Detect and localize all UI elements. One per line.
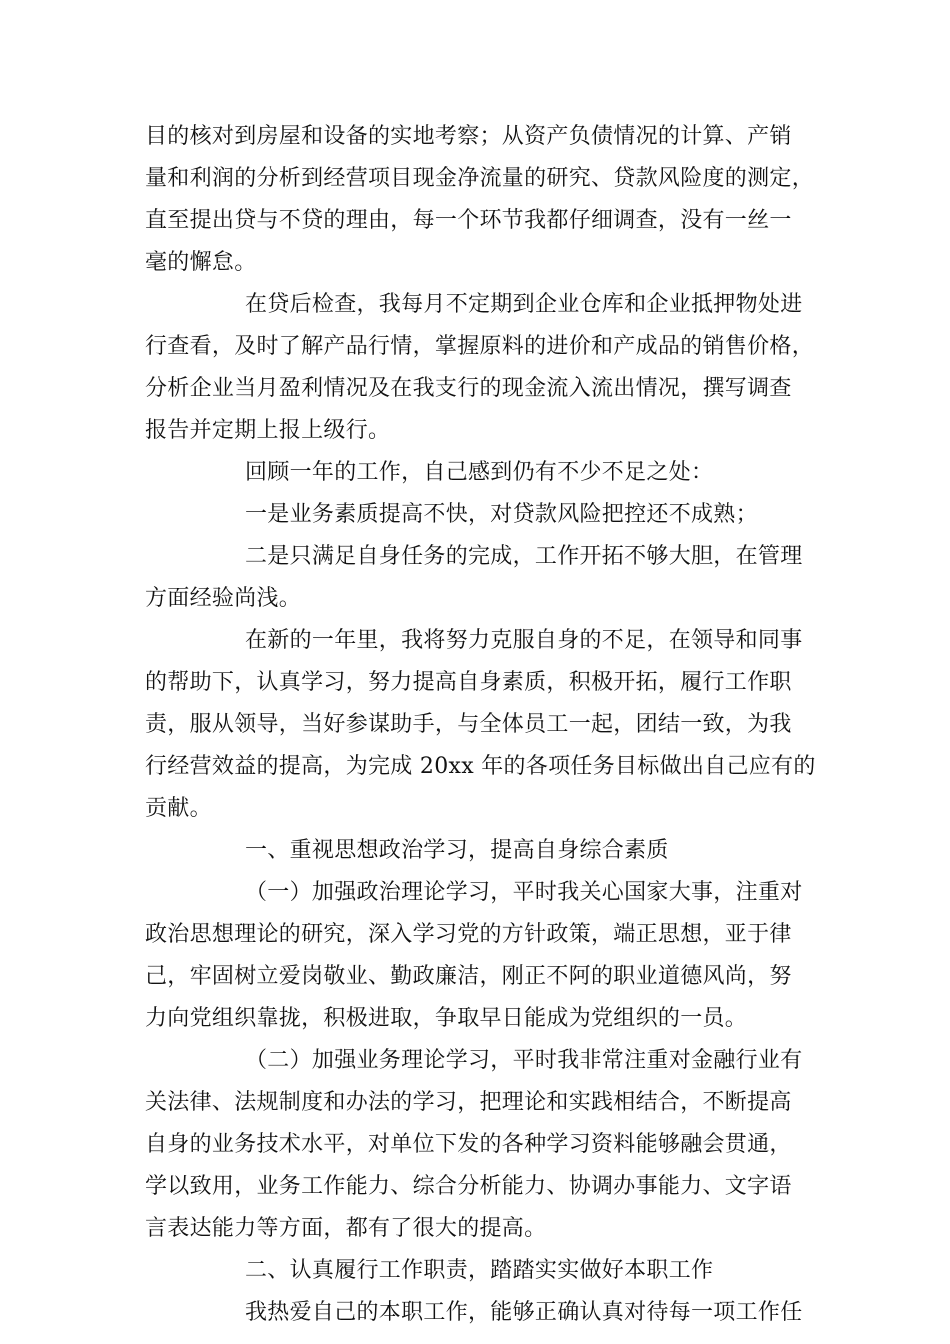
text-line: 贡献。 xyxy=(145,796,212,821)
text-line: 一是业务素质提高不快，对贷款风险把控还不成熟； xyxy=(245,502,758,527)
text-line: 报告并定期上报上级行。 xyxy=(145,418,391,443)
text-line: 力向党组织靠拢，积极进取，争取早日能成为党组织的一员。 xyxy=(145,1006,748,1031)
text-line: 方面经验尚浅。 xyxy=(145,586,302,611)
text-line: 行查看，及时了解产品行情，掌握原料的进价和产成品的销售价格， xyxy=(145,334,815,359)
text-line: 回顾一年的工作，自己感到仍有不少不足之处： xyxy=(245,460,714,485)
text-line: 在新的一年里，我将努力克服自身的不足，在领导和同事 xyxy=(245,628,803,653)
text-line: 言表达能力等方面，都有了很大的提高。 xyxy=(145,1216,547,1241)
text-line: 关法律、法规制度和办法的学习，把理论和实践相结合，不断提高 xyxy=(145,1090,792,1115)
text-line: 在贷后检查，我每月不定期到企业仓库和企业抵押物处进 xyxy=(245,292,803,317)
text-line: 行经营效益的提高，为完成 20xx 年的各项任务目标做出自己应有的 xyxy=(145,754,816,779)
text-line: 毫的懈怠。 xyxy=(145,250,257,275)
subsection-line: （一）加强政治理论学习，平时我关心国家大事，注重对 xyxy=(245,880,803,905)
section-heading: 一、重视思想政治学习，提高自身综合素质 xyxy=(245,838,669,863)
text-line: 直至提出贷与不贷的理由，每一个环节我都仔细调查，没有一丝一 xyxy=(145,208,792,233)
text-line: 责，服从领导，当好参谋助手，与全体员工一起，团结一致，为我 xyxy=(145,712,792,737)
text-line: 量和利润的分析到经营项目现金净流量的研究、贷款风险度的测定， xyxy=(145,166,815,191)
text-line: 的帮助下，认真学习，努力提高自身素质，积极开拓，履行工作职 xyxy=(145,670,792,695)
text-line: 自身的业务技术水平，对单位下发的各种学习资料能够融会贯通， xyxy=(145,1132,792,1157)
text-line: 目的核对到房屋和设备的实地考察；从资产负债情况的计算、产销 xyxy=(145,124,792,149)
section-heading: 二、认真履行工作职责，踏踏实实做好本职工作 xyxy=(245,1258,714,1283)
text-line: 分析企业当月盈利情况及在我支行的现金流入流出情况，撰写调查 xyxy=(145,376,792,401)
text-line: 二是只满足自身任务的完成，工作开拓不够大胆，在管理 xyxy=(245,544,803,569)
text-line: 政治思想理论的研究，深入学习党的方针政策，端正思想，亚于律 xyxy=(145,922,792,947)
text-line: 己，牢固树立爱岗敬业、勤政廉洁，刚正不阿的职业道德风尚，努 xyxy=(145,964,792,989)
subsection-line: （二）加强业务理论学习，平时我非常注重对金融行业有 xyxy=(245,1048,803,1073)
text-line: 学以致用，业务工作能力、综合分析能力、协调办事能力、文字语 xyxy=(145,1174,792,1199)
text-line: 我热爱自己的本职工作，能够正确认真对待每一项工作任 xyxy=(245,1300,803,1325)
